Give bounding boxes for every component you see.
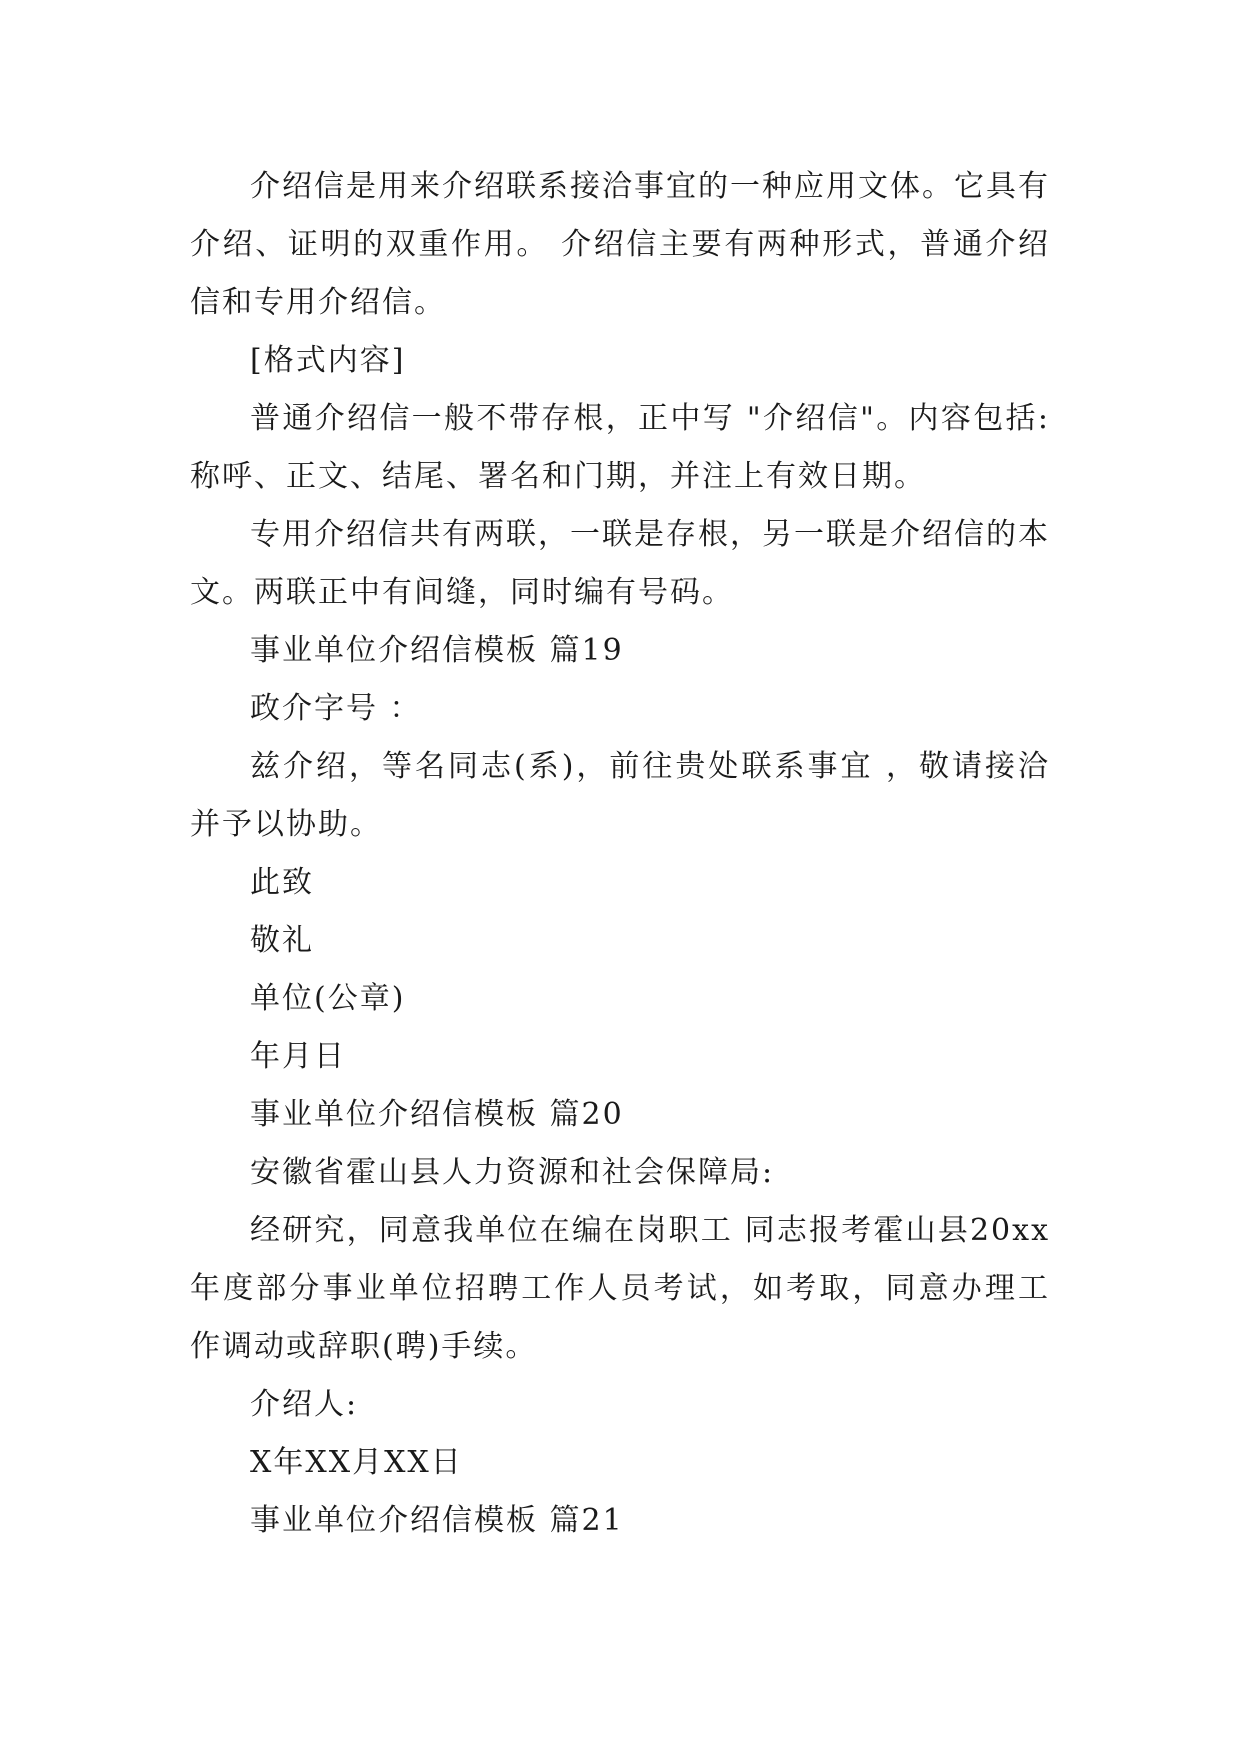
- paragraph-letter-body: 兹介绍，等名同志(系)，前往贵处联系事宜 ，敬请接洽并予以协助。: [190, 749, 1050, 842]
- paragraph-recipient: 安徽省霍山县人力资源和社会保障局:: [250, 1155, 775, 1190]
- section-title-21: 事业单位介绍信模板 篇21: [250, 1503, 624, 1538]
- paragraph-closing-1: 此致: [250, 865, 314, 900]
- paragraph-date-2: X年XX月XX日: [250, 1445, 463, 1480]
- paragraph-date: 年月日: [250, 1039, 346, 1074]
- paragraph-general-letter: 普通介绍信一般不带存根，正中写 "介绍信"。内容包括:称呼、正文、结尾、署名和门期，并注上有效日期。: [190, 401, 1050, 494]
- paragraph-closing-2: 敬礼: [250, 923, 314, 958]
- document-body: [190, 158, 1050, 1550]
- paragraph-approval-body: 经研究，同意我单位在编在岗职工 同志报考霍山县20xx年度部分事业单位招聘工作人员考试，如考取，同意办理工作调动或辞职(聘)手续。: [190, 1213, 1050, 1364]
- paragraph-intro: 介绍信是用来介绍联系接洽事宜的一种应用文体。它具有介绍、证明的双重作用。 介绍信主要有两种形式，普通介绍信和专用介绍信。: [190, 169, 1050, 320]
- paragraph-special-letter: 专用介绍信共有两联，一联是存根，另一联是介绍信的本文。两联正中有间缝，同时编有号码。: [190, 517, 1050, 610]
- paragraph-introducer: 介绍人:: [250, 1387, 359, 1422]
- paragraph-signature-unit: 单位(公章): [250, 981, 406, 1016]
- paragraph-reference-number: 政介字号 ：: [250, 691, 422, 726]
- section-title-19: 事业单位介绍信模板 篇19: [250, 633, 624, 668]
- section-title-20: 事业单位介绍信模板 篇20: [250, 1097, 624, 1132]
- paragraph-format-heading: [格式内容]: [250, 343, 406, 378]
